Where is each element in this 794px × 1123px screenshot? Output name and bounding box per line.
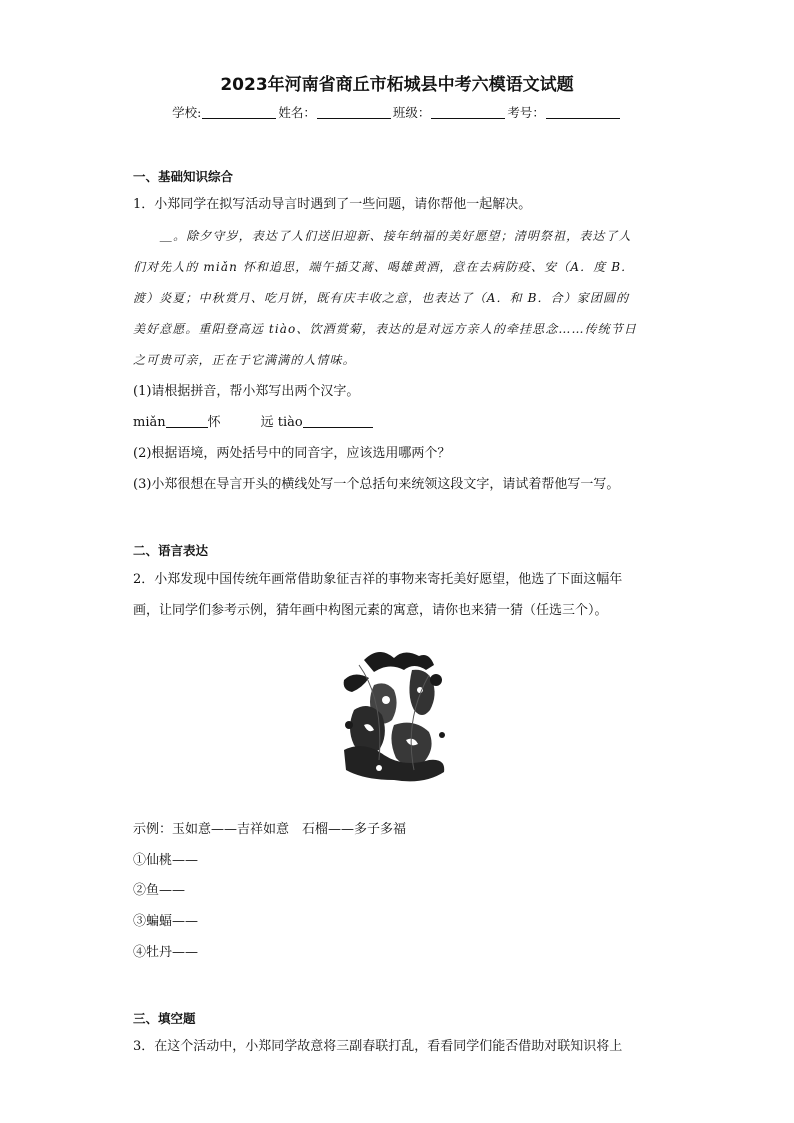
passage-line-1: ＿。除夕守岁，表达了人们送旧迎新、接年纳福的美好愿望；清明祭祖，表达了人 xyxy=(160,229,632,243)
section-heading-2: 二、语言表达 xyxy=(133,543,209,558)
list-item-bat: ③蝙蝠—— xyxy=(133,914,199,929)
char1-suffix: 怀 xyxy=(207,415,221,430)
name-blank[interactable] xyxy=(317,106,391,119)
question-1: 1．小郑同学在拟写活动导言时遇到了一些问题，请你帮他一起解决。 xyxy=(133,197,532,212)
section-heading-3: 三、填空题 xyxy=(133,1011,196,1026)
school-label: 学校: xyxy=(172,105,202,120)
page-title: 2023年河南省商丘市柘城县中考六模语文试题 xyxy=(220,75,574,95)
list-item-peony: ④牡丹—— xyxy=(133,945,199,960)
sub-question-2: (2)根据语境，两处括号中的同音字，应该选用哪两个？ xyxy=(133,446,451,461)
question-2-line-1: 2．小郑发现中国传统年画常借助象征吉祥的事物来寄托美好愿望，他选了下面这幅年 xyxy=(133,572,623,587)
sub-question-1: (1)请根据拼音，帮小郑写出两个汉字。 xyxy=(133,384,360,399)
question-2-line-2: 画，让同学们参考示例，猜年画中构图元素的寓意，请你也来猜一猜（任选三个）。 xyxy=(133,603,608,618)
answer-blank-1[interactable] xyxy=(166,415,208,428)
section-heading-1: 一、基础知识综合 xyxy=(133,169,234,184)
passage-line-3: 渡）炎夏；中秋赏月、吃月饼，既有庆丰收之意，也表达了（A．和 B．合）家团圆的 xyxy=(133,291,630,305)
answer-blank-2[interactable] xyxy=(303,415,373,428)
class-blank[interactable] xyxy=(431,106,505,119)
new-year-painting-image xyxy=(334,640,454,790)
passage-line-4: 美好意愿。重阳登高远 tiào、饮酒赏菊，表达的是对远方亲人的牵挂思念……传统节日 xyxy=(133,322,637,336)
student-info-line xyxy=(0,103,794,121)
list-item-fish: ②鱼—— xyxy=(133,883,186,898)
passage-line-5: 之可贵可亲，正在于它满满的人情味。 xyxy=(133,353,356,367)
pinyin-2: 远 tiào xyxy=(260,415,303,430)
list-item-peach: ①仙桃—— xyxy=(133,853,199,868)
name-label: 姓名： xyxy=(278,105,316,120)
passage-line-2: 们对先人的 miǎn 怀和追思，端午插艾蒿、喝雄黄酒，意在去病防疫、安（A．度 B． xyxy=(133,260,635,274)
class-label: 班级： xyxy=(392,105,431,120)
school-blank[interactable] xyxy=(202,106,276,119)
question-3: 3．在这个活动中，小郑同学故意将三副春联打乱，看看同学们能否借助对联知识将上 xyxy=(133,1039,623,1054)
pinyin-answer-line xyxy=(133,411,373,430)
sub-question-3: (3)小郑很想在导言开头的横线处写一个总括句来统领这段文字，请试着帮他写一写。 xyxy=(133,477,620,492)
pinyin-1: miǎn xyxy=(133,415,166,430)
example-line: 示例：玉如意——吉祥如意 石榴——多子多福 xyxy=(133,822,407,837)
number-blank[interactable] xyxy=(546,106,620,119)
number-label: 考号： xyxy=(507,105,545,120)
